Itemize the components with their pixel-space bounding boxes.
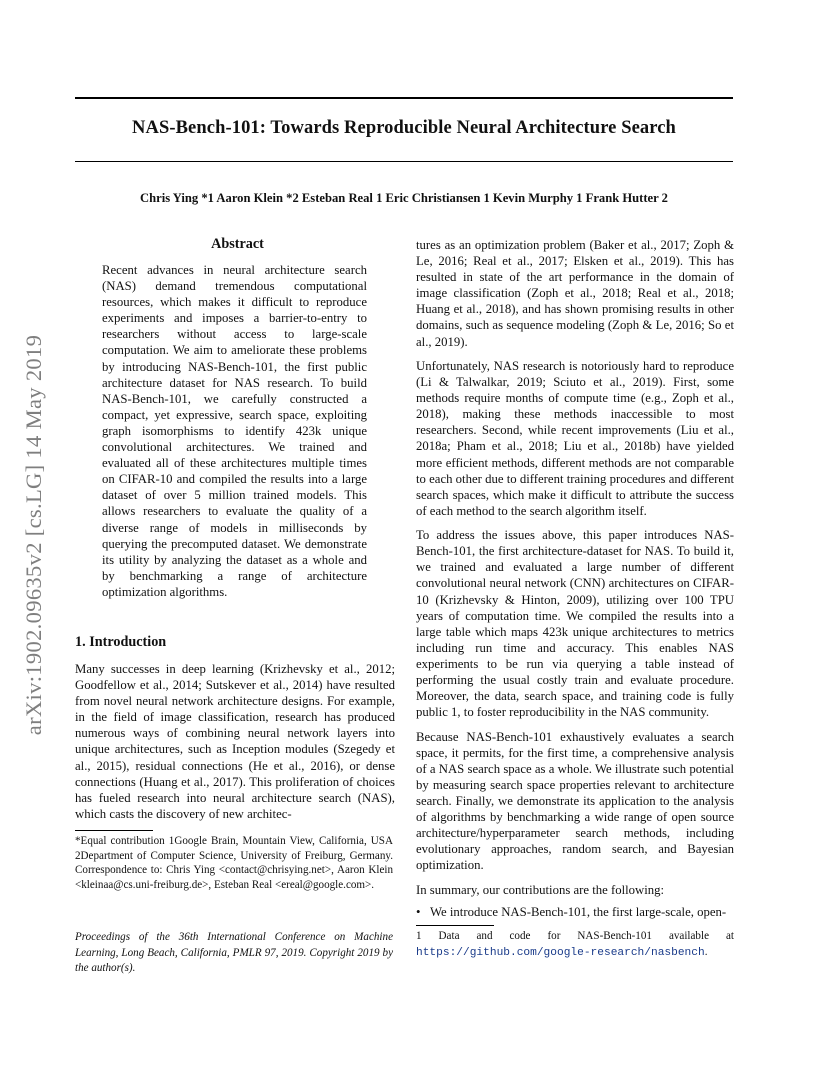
section-heading-introduction: 1. Introduction [75,634,167,650]
proceedings-note: Proceedings of the 36th International Conference on Machine Learning, Long Beach, California, PMLR 97, 2019. Copyright 2019 by the author(s). [75,931,393,975]
footnote-rule-right [416,925,494,926]
bullet-icon: • [416,905,421,919]
footnote-rule-left [75,830,153,831]
title-top-rule [75,97,733,99]
abstract-heading: Abstract [211,236,264,252]
title-bottom-rule [75,161,733,162]
paragraph: Because NAS-Bench-101 exhaustively evaluates a search space, it permits, for the first time, a comprehensive analysis of a NAS search space as a whole. We illustrate such potential by measuring search space properties relevant to architecture search. Finally, we demonstrate its application to the analysis of algorithms by benchmarking a wide range of open source architecture/hyperparameter search methods, including evolutionary approaches, random search, and Bayesian optimization. [416,729,734,873]
paragraph: tures as an optimization problem (Baker et al., 2017; Zoph & Le, 2016; Real et al., 2017; Elsken et al., 2019). This has resulted in state of the art performance in the domain of image classification (Zoph et al., 2018; Real et al., 2018; Huang et al., 2018), and has shown promising results in other domains, such as sequence modeling (Zoph & Le, 2016; So et al., 2019). [416,238,734,349]
paragraph: In summary, our contributions are the following: [416,882,665,897]
contribution-bullet [416,905,726,920]
paper-title: NAS-Bench-101: Towards Reproducible Neural Architecture Search [132,118,676,138]
data-footnote: 1 Data and code for NAS-Bench-101 available at https://github.com/google-research/nasbench. [416,930,734,959]
abstract-text: Recent advances in neural architecture search (NAS) demand tremendous computational resources, which makes it difficult to reproduce experiments and imposes a barrier-to-entry to researchers without access to large-scale computation. We aim to ameliorate these problems by introducing NAS-Bench-101, the first public architecture dataset for NAS research. To build NAS-Bench-101, we carefully constructed a compact, yet expressive, search space, exploiting graph isomorphisms to identify 423k unique convolutional architectures. We trained and evaluated all of these architectures multiple times on CIFAR-10 and compiled the results into a large dataset of over 5 million trained models. This allows researchers to evaluate the quality of a diverse range of models in milliseconds by querying the precomputed dataset. We demonstrate its utility by analyzing the dataset as a whole and by benchmarking a range of architecture optimization algorithms. [102,263,367,599]
author-list: Chris Ying *1 Aaron Klein *2 Esteban Real 1 Eric Christiansen 1 Kevin Murphy 1 Frank Hutter 2 [140,191,668,205]
arxiv-identifier[interactable] [18,282,50,787]
bullet-text: We introduce NAS-Bench-101, the first large-scale, open- [430,905,727,919]
arxiv-id-text: arXiv:1902.09635v2 [cs.LG] 14 May 2019 [21,334,46,735]
paragraph: Unfortunately, NAS research is notoriously hard to reproduce (Li & Talwalkar, 2019; Sciuto et al., 2019). First, some methods require months of compute time (e.g., Zoph et al., 2018), making these methods inaccessible to most researchers. Second, while recent improvements (Liu et al., 2018a; Pham et al., 2018; Liu et al., 2018b) have yielded more efficient methods, different methods are not comparable to each other due to different training procedures and different search spaces, which make it difficult to attribute the success of each method to the search algorithm itself. [416,358,734,518]
paragraph: To address the issues above, this paper introduces NAS-Bench-101, the first architecture-dataset for NAS. To build it, we trained and evaluated a large number of different convolutional neural network (CNN) architectures on CIFAR-10 (Krizhevsky & Hinton, 2009), utilizing over 100 TPU years of computation time. We compiled the results into a large table which maps 423k unique architectures to metrics including run time and accuracy. This enables NAS experiments to be run via querying a table instead of performing the usual costly train and evaluate procedure. Moreover, the data, search space, and training code is fully public 1, to foster reproducibility in the NAS community. [416,528,734,720]
nasbench-link[interactable]: https://github.com/google-research/nasbench [416,946,705,959]
footnote-text: 1 Data and code for NAS-Bench-101 available at [416,930,734,942]
right-column-text [416,237,734,906]
affiliation-footnote: *Equal contribution 1Google Brain, Mountain View, California, USA 2Department of Computer Science, University of Freiburg, Germany. Correspondence to: Chris Ying <contact@chrisying.net>, Aaron Klein <kleinaa@cs.uni-freiburg.de>, Esteban Real <ereal@google.com>. [75,835,393,891]
introduction-text: Many successes in deep learning (Krizhevsky et al., 2012; Goodfellow et al., 2014; Sutskever et al., 2014) have resulted from novel neural network architecture designs. For example, in the field of image classification, research has produced numerous ways of combining neural network layers into unique architectures, such as Inception modules (Szegedy et al., 2015), residual connections (He et al., 2016), or dense connections (Huang et al., 2017). This proliferation of choices has fueled research into neural architecture search (NAS), which casts the discovery of new architec- [75,662,395,821]
